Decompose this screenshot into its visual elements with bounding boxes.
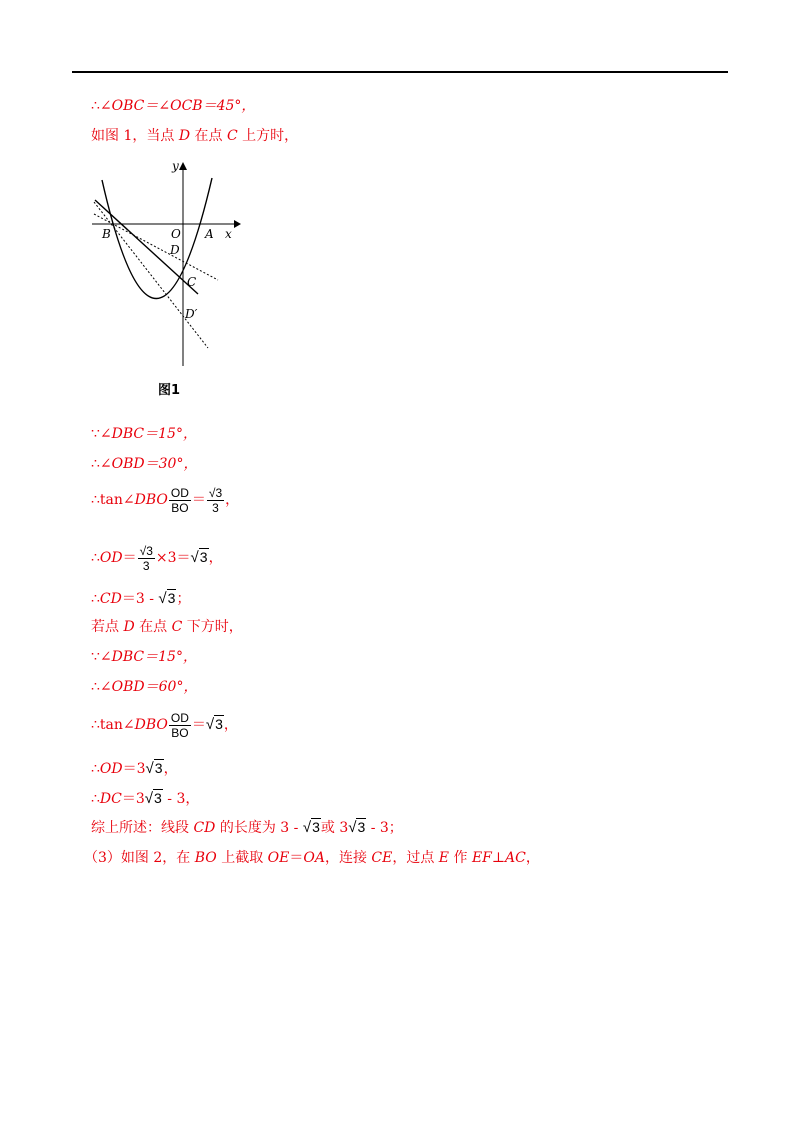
numerator: OD xyxy=(170,485,189,500)
sqrt-arg: 3 xyxy=(154,790,162,806)
text-line-13 xyxy=(91,789,199,808)
text-line-10 xyxy=(91,678,197,696)
figure-1 xyxy=(88,158,248,368)
therefore-symbol: ∴ xyxy=(91,791,100,807)
label-d-prime: D′ xyxy=(185,307,198,321)
text-line-9 xyxy=(91,648,197,666)
text-segment: - 3； xyxy=(366,820,403,836)
text-segment: 在点 xyxy=(134,619,172,635)
sqrt-expression: √3 xyxy=(144,790,162,807)
var-od: OD xyxy=(99,761,123,777)
therefore-symbol: ∴ xyxy=(91,98,100,114)
sqrt-expression: √3 xyxy=(205,716,223,733)
text-line-4 xyxy=(91,455,197,473)
header-rule xyxy=(72,71,728,73)
text-segment: ＝3 xyxy=(122,761,146,777)
var-ac: AC xyxy=(505,850,526,866)
var-c: C xyxy=(226,128,238,144)
text-line-2 xyxy=(91,127,298,145)
text-segment: ， xyxy=(225,492,240,508)
denominator: BO xyxy=(171,500,189,515)
text-segment: 若点 xyxy=(91,619,124,635)
var-ce: CE xyxy=(371,850,393,866)
var-dc: DC xyxy=(99,791,122,807)
text-line-5 xyxy=(91,483,239,517)
text-segment: ， xyxy=(525,850,540,866)
text-segment: 或 3 xyxy=(320,820,349,836)
parabola-diagram xyxy=(88,158,248,368)
denominator: BO xyxy=(171,725,189,740)
label-b: B xyxy=(102,227,111,241)
therefore-symbol: ∴ xyxy=(91,591,100,607)
sqrt-arg: 3 xyxy=(154,760,163,776)
text-segment: 上方时， xyxy=(237,128,299,144)
text-segment: ， xyxy=(208,550,223,566)
label-a: A xyxy=(205,227,214,241)
angle-text: ∠DBO xyxy=(122,492,168,508)
text-segment: ＝3 xyxy=(121,791,145,807)
text-segment: ＝3 - xyxy=(121,591,159,607)
because-symbol: ∵ xyxy=(91,426,100,442)
text-segment: ×3＝ xyxy=(155,550,191,566)
text-line-14 xyxy=(91,818,403,837)
var-bo: BO xyxy=(194,850,217,866)
text-segment: ； xyxy=(176,591,191,607)
equation-text: ∠OBD＝60°， xyxy=(99,679,198,695)
text-segment: ＝ xyxy=(289,850,304,866)
text-segment: 作 xyxy=(449,850,472,866)
sqrt-expression: √3 xyxy=(145,760,163,777)
therefore-symbol: ∴ xyxy=(91,679,100,695)
text-segment: ∴tan xyxy=(91,717,123,733)
text-segment: （3）如图 2，在 xyxy=(84,850,195,866)
label-d: D xyxy=(170,243,180,257)
text-segment: ∴tan xyxy=(91,492,123,508)
sqrt-expression: √3 xyxy=(348,819,366,836)
equals: ＝ xyxy=(122,550,137,566)
fraction-od-bo xyxy=(169,486,191,515)
therefore-symbol: ∴ xyxy=(91,761,100,777)
equals: ＝ xyxy=(191,717,206,733)
numerator: √3 xyxy=(208,485,223,500)
var-e: E xyxy=(438,850,450,866)
numerator: OD xyxy=(170,710,189,725)
label-c: C xyxy=(187,275,197,289)
numerator: √3 xyxy=(139,543,153,558)
text-segment: 综上所述：线段 xyxy=(91,820,194,836)
denominator: 3 xyxy=(212,500,219,515)
text-segment: 的长度为 3 - xyxy=(215,820,303,836)
sqrt-arg: 3 xyxy=(357,819,366,835)
text-line-6 xyxy=(91,540,223,575)
equation-text: ∠DBC＝15°， xyxy=(99,649,197,665)
sqrt-expression: √3 xyxy=(190,549,208,566)
denominator: 3 xyxy=(142,558,150,573)
equation-text: ∠OBC＝∠OCB＝45°， xyxy=(99,98,256,114)
angle-text: ∠DBO xyxy=(122,717,168,733)
text-line-1 xyxy=(91,97,255,115)
text-segment: 上截取 xyxy=(216,850,268,866)
text-segment: ， xyxy=(223,717,238,733)
x-axis-arrow xyxy=(234,220,241,228)
text-segment: ⊥ xyxy=(491,850,506,866)
figure-caption: 图1 xyxy=(158,383,181,398)
sqrt-expression: √3 xyxy=(158,590,176,607)
text-line-3 xyxy=(91,425,197,443)
text-segment: 下方时， xyxy=(182,619,243,635)
text-line-11 xyxy=(91,707,238,742)
text-line-15 xyxy=(84,849,540,867)
sqrt-arg: 3 xyxy=(312,819,320,835)
y-axis-arrow xyxy=(179,162,187,170)
var-oe: OE xyxy=(267,850,290,866)
fraction-od-bo xyxy=(169,711,191,740)
var-oa: OA xyxy=(303,850,325,866)
sqrt-arg: 3 xyxy=(167,590,176,606)
var-d: D xyxy=(123,619,135,635)
sqrt-expression: √3 xyxy=(302,819,320,836)
equation-text: ∠OBD＝30°， xyxy=(99,456,198,472)
therefore-symbol: ∴ xyxy=(91,550,100,566)
text-line-12 xyxy=(91,759,178,778)
text-line-7 xyxy=(91,589,190,608)
label-x: x xyxy=(225,227,232,241)
text-segment: - 3， xyxy=(162,791,200,807)
sqrt-arg: 3 xyxy=(215,716,223,732)
var-c: C xyxy=(171,619,183,635)
var-cd: CD xyxy=(193,820,216,836)
var-d: D xyxy=(178,128,191,144)
equation-text: ∠DBC＝15°， xyxy=(99,426,197,442)
text-segment: 在点 xyxy=(190,128,227,144)
equals: ＝ xyxy=(191,492,206,508)
text-line-8 xyxy=(91,618,243,636)
text-segment: ，过点 xyxy=(392,850,439,866)
therefore-symbol: ∴ xyxy=(91,456,100,472)
because-symbol: ∵ xyxy=(91,649,100,665)
fraction-root3-3 xyxy=(138,544,155,573)
label-o: O xyxy=(171,227,181,241)
label-y: y xyxy=(172,159,179,173)
fraction-root3-3 xyxy=(207,486,224,515)
text-segment: ， xyxy=(163,761,178,777)
text-segment: 如图 1，当点 xyxy=(91,128,179,144)
var-cd: CD xyxy=(99,591,122,607)
sqrt-arg: 3 xyxy=(199,549,208,565)
text-segment: ，连接 xyxy=(324,850,372,866)
var-od: OD xyxy=(99,550,123,566)
var-ef: EF xyxy=(471,850,492,866)
